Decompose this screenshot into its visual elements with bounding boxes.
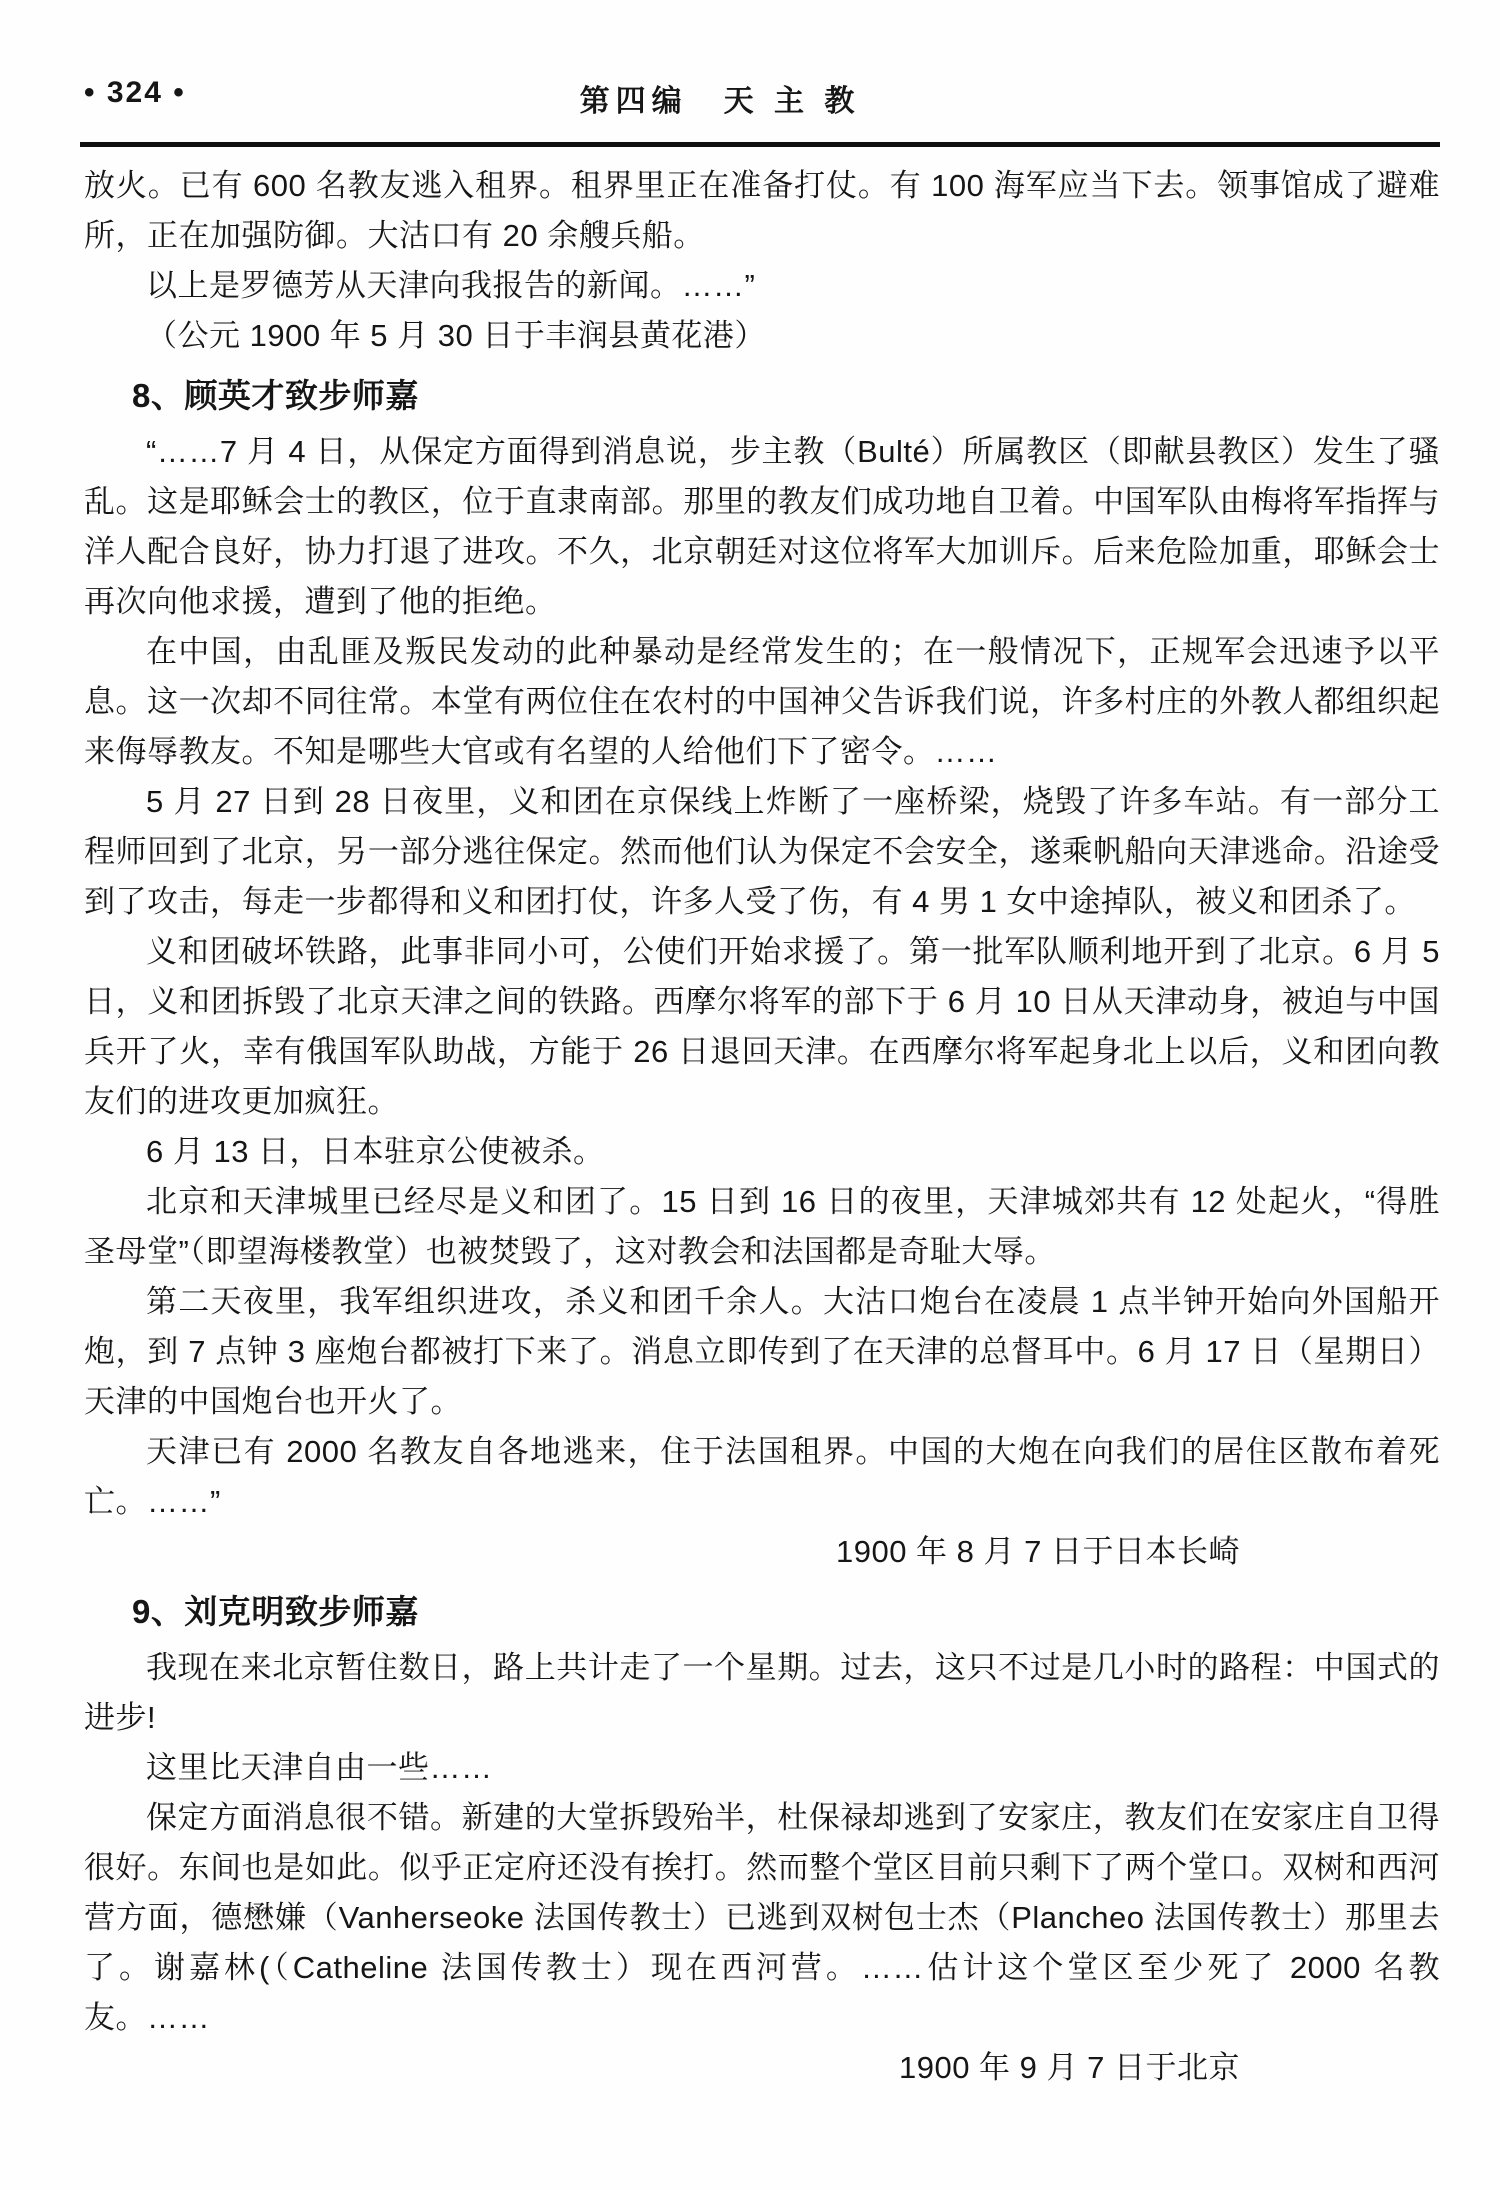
letter9-heading: 9、刘克明致步师嘉 [132, 1593, 419, 1630]
letter8-paragraph-5: 6 月 13 日，日本驻京公使被杀。 [146, 1134, 605, 1169]
letter7-dateline: （公元 1900 年 5 月 30 日于丰润县黄花港） [146, 318, 766, 353]
letter8-paragraph-7: 第二天夜里，我军组织进攻，杀义和团千余人。大沽口炮台在凌晨 1 点半钟开始向外国船开炮，到 7 点钟 3 座炮台都被打下来了。消息立即传到了在天津的总督耳中。6 月 17 日（星期日）天津的中国炮台也开火了。 [84, 1284, 1440, 1419]
letter8-dateline: 1900 年 8 月 7 日于日本长崎 [835, 1534, 1240, 1569]
header-rule [80, 142, 1440, 147]
letter8-heading: 8、顾英才致步师嘉 [132, 377, 419, 414]
page-content [84, 161, 1440, 2093]
letter9-paragraph-2: 这里比天津自由一些…… [146, 1750, 493, 1785]
page-header [0, 0, 1500, 120]
letter8-paragraph-8: 天津已有 2000 名教友自各地逃来，住于法国租界。中国的大炮在向我们的居住区散布着死亡。……” [84, 1434, 1440, 1519]
letter9-paragraph-1: 我现在来北京暂住数日，路上共计走了一个星期。过去，这只不过是几小时的路程：中国式的进步! [84, 1650, 1440, 1735]
letter8-paragraph-4: 义和团破坏铁路，此事非同小可，公使们开始求援了。第一批军队顺利地开到了北京。6 月 5 日，义和团拆毁了北京天津之间的铁路。西摩尔将军的部下于 6 月 10 日从天津动身，被迫与中国兵开了火，幸有俄国军队助战，方能于 26 日退回天津。在西摩尔将军起身北上以后，义和团向教友们的进攻更加疯狂。 [84, 934, 1440, 1119]
letter8-paragraph-2: 在中国，由乱匪及叛民发动的此种暴动是经常发生的；在一般情况下，正规军会迅速予以平息。这一次却不同往常。本堂有两位住在农村的中国神父告诉我们说，许多村庄的外教人都组织起来侮辱教友。不知是哪些大官或有名望的人给他们下了密令。…… [84, 634, 1440, 769]
letter9-paragraph-3: 保定方面消息很不错。新建的大堂拆毁殆半，杜保禄却逃到了安家庄，教友们在安家庄自卫得很好。东间也是如此。似乎正定府还没有挨打。然而整个堂区目前只剩下了两个堂口。双树和西河营方面，德懋嫌（Vanherseoke 法国传教士）已逃到双树包士杰（Plancheo 法国传教士）那里去了。谢嘉林(（Catheline 法国传教士）现在西河营。……估计这个堂区至少死了 2000 名教友。…… [84, 1800, 1440, 2035]
chapter-title: 第四编 天 主 教 [579, 85, 861, 118]
letter8-paragraph-1: “……7 月 4 日，从保定方面得到消息说，步主教（Bulté）所属教区（即献县教区）发生了骚乱。这是耶稣会士的教区，位于直隶南部。那里的教友们成功地自卫着。中国军队由梅将军指挥与洋人配合良好，协力打退了进攻。不久，北京朝廷对这位将军大加训斥。后来危险加重，耶稣会士再次向他求援，遭到了他的拒绝。 [84, 434, 1440, 619]
letter7-closing-line: 以上是罗德芳从天津向我报告的新闻。……” [146, 268, 756, 303]
letter8-paragraph-3: 5 月 27 日到 28 日夜里，义和团在京保线上炸断了一座桥梁，烧毁了许多车站。有一部分工程师回到了北京，另一部分逃往保定。然而他们认为保定不会安全，遂乘帆船向天津逃命。沿途受到了攻击，每走一步都得和义和团打仗，许多人受了伤，有 4 男 1 女中途掉队，被义和团杀了。 [84, 784, 1440, 919]
letter8-paragraph-6: 北京和天津城里已经尽是义和团了。15 日到 16 日的夜里，天津城郊共有 12 处起火，“得胜圣母堂”（即望海楼教堂）也被焚毁了，这对教会和法国都是奇耻大辱。 [84, 1184, 1440, 1269]
letter9-dateline: 1900 年 9 月 7 日于北京 [898, 2050, 1240, 2085]
letter7-continuation-paragraph: 放火。已有 600 名教友逃入租界。租界里正在准备打仗。有 100 海军应当下去。领事馆成了避难所，正在加强防御。大沽口有 20 余艘兵船。 [84, 168, 1440, 253]
page-number: • 324 • [84, 76, 186, 109]
